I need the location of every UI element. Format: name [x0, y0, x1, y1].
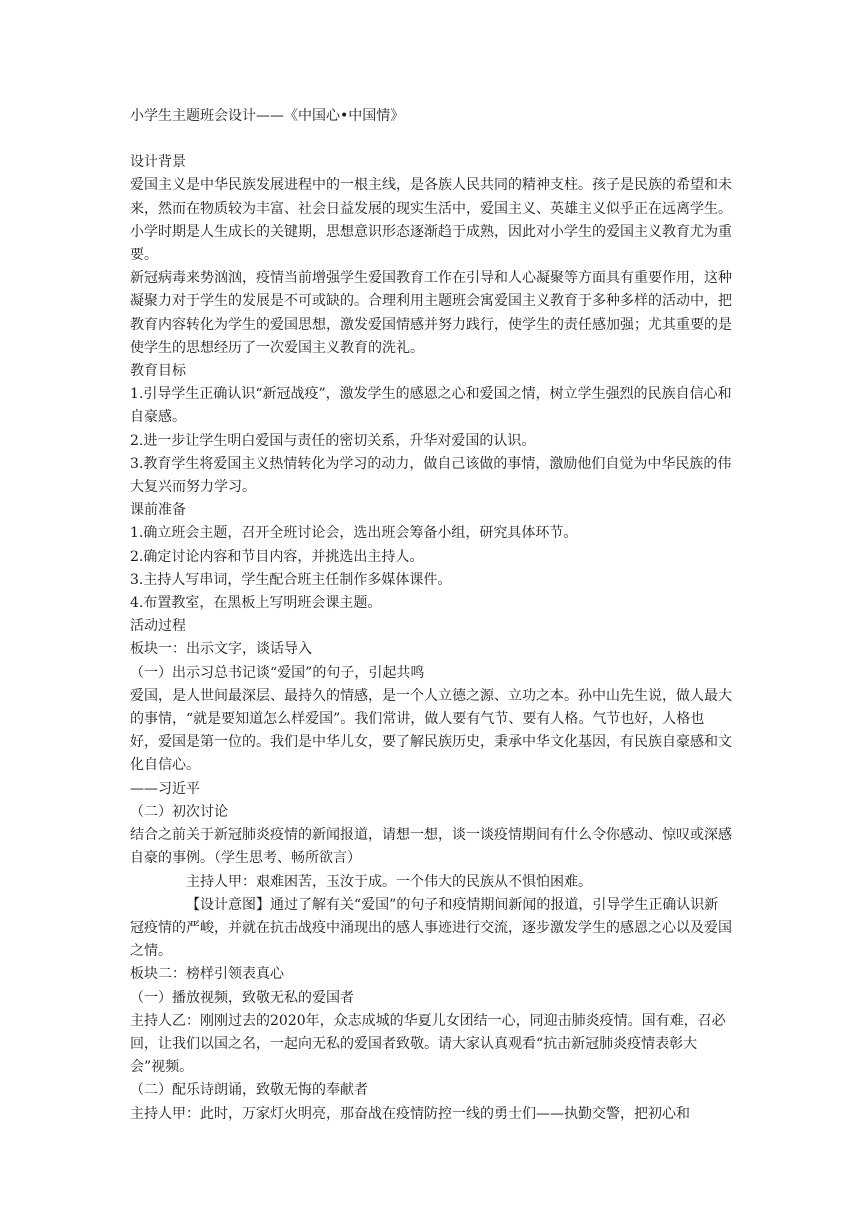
host-line: 主持人乙：刚刚过去的2020年，众志成城的华夏儿女团结一心，同迎击肺炎疫情。国有难，召必回，让我们以国之名，一起向无私的爱国者致敬。请大家认真观看“抗击新冠肺炎疫情表彰大会”视频。: [130, 1012, 726, 1076]
goal-item: 3.教育学生将爱国主义热情转化为学习的动力，做自己该做的事情，激励他们自觉为中华民族的伟大复兴而努力学习。: [130, 455, 732, 496]
discussion-paragraph: 结合之前关于新冠肺炎疫情的新闻报道，请想一想，谈一谈疫情期间有什么令你感动、惊叹或深感自豪的事例。（学生思考、畅所欲言）: [130, 827, 732, 867]
block-heading: 板块一：出示文字，谈话导入: [130, 641, 312, 658]
block-heading: 板块二：榜样引领表真心: [130, 966, 284, 983]
document-page: [130, 105, 732, 1126]
subsection-heading: （二）配乐诗朗诵，致敬无悔的奉献者: [130, 1082, 368, 1099]
background-paragraph: 新冠病毒来势汹汹，疫情当前增强学生爱国教育工作在引导和人心凝聚等方面具有重要作用，这种凝聚力对于学生的发展是不可或缺的。合理利用主题班会寓爱国主义教育于多种多样的活动中，把教育内容转化为学生的爱国思想，激发爱国情感并努力践行，使学生的责任感加强；尤其重要的是使学生的思想经历了一次爱国主义教育的洗礼。: [130, 270, 732, 356]
section-heading-activity: 活动过程: [130, 618, 186, 635]
quote-source: ——习近平: [130, 780, 200, 797]
goal-item: 1.引导学生正确认识“新冠战疫”，激发学生的感恩之心和爱国之情，树立学生强烈的民族自信心和自豪感。: [130, 386, 732, 426]
preparation-item: 3.主持人写串词，学生配合班主任制作多媒体课件。: [130, 571, 452, 588]
design-intent-paragraph: 【设计意图】通过了解有关“爱国”的句子和疫情期间新闻的报道，引导学生正确认识新冠疫情的严峻，并就在抗击战疫中涌现出的感人事迹进行交流，逐步激发学生的感恩之心以及爱国之情。: [130, 896, 732, 960]
host-line: 主持人甲：艰难困苦，玉汝于成。一个伟大的民族从不惧怕困难。: [186, 873, 592, 890]
section-heading-design-background: 设计背景: [130, 154, 186, 171]
subsection-heading: （二）初次讨论: [130, 803, 228, 820]
goal-item: 2.进一步让学生明白爱国与责任的密切关系，升华对爱国的认识。: [130, 432, 536, 449]
background-paragraph: 爱国主义是中华民族发展进程中的一根主线，是各族人民共同的精神支柱。孩子是民族的希望和未来，然而在物质较为丰富、社会日益发展的现实生活中，爱国主义、英雄主义似乎正在远离学生。小学时期是人生成长的关键期，思想意识形态逐渐趋于成熟，因此对小学生的爱国主义教育尤为重要。: [130, 177, 732, 264]
preparation-item: 2.确定讨论内容和节目内容，并挑选出主持人。: [130, 548, 424, 565]
quote-paragraph: 爱国，是人世间最深层、最持久的情感，是一个人立德之源、立功之本。孙中山先生说，做人最大的事情，“就是要知道怎么样爱国”。我们常讲，做人要有气节、要有人格。气节也好，人格也好，爱国是第一位的。我们是中华儿女，要了解民族历史，秉承中华文化基因，有民族自豪感和文化自信心。: [130, 687, 732, 774]
document-title: 小学生主题班会设计——《中国心•中国情》: [130, 108, 405, 124]
preparation-item: 4.布置教室，在黑板上写明班会课主题。: [130, 595, 382, 612]
subsection-heading: （一）播放视频，致敬无私的爱国者: [130, 989, 354, 1006]
preparation-item: 1.确立班会主题，召开全班讨论会，选出班会筹备小组，研究具体环节。: [130, 525, 578, 542]
section-heading-preparation: 课前准备: [130, 502, 186, 519]
section-heading-education-goals: 教育目标: [130, 363, 186, 380]
host-line: 主持人甲：此时，万家灯火明亮，那奋战在疫情防控一线的勇士们——执勤交警，把初心和: [130, 1105, 690, 1122]
subsection-heading: （一）出示习总书记谈“爱国”的句子，引起共鸣: [130, 664, 425, 681]
